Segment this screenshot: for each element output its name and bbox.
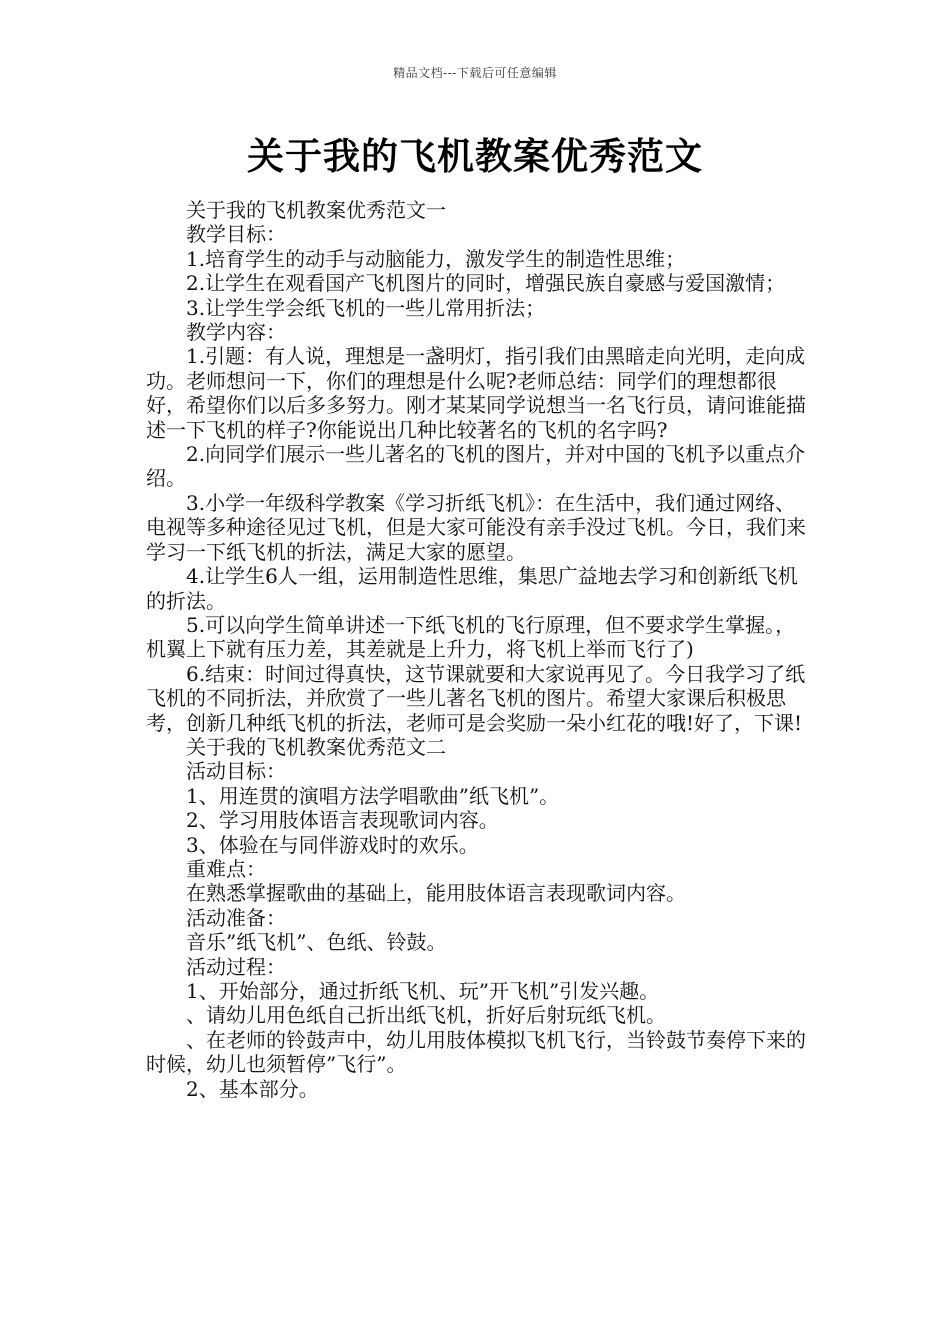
paragraph: 2.向同学们展示一些儿著名的飞机的图片，并对中国的飞机予以重点介绍。 [146, 442, 806, 491]
document-body [146, 198, 806, 1101]
list-item: 、请幼儿用色纸自己折出纸飞机，折好后射玩纸飞机。 [186, 1003, 666, 1028]
paragraph: 1.引题：有人说，理想是一盏明灯，指引我们由黑暗走向光明，走向成功。老师想问一下，你们的理想是什么呢?老师总结：同学们的理想都很好，希望你们以后多多努力。刚才某某同学说想当一名飞行员，请问谁能描述一下飞机的样子?你能说出几种比较著名的飞机的名字吗? [146, 344, 806, 442]
paragraph: 在熟悉掌握歌曲的基础上，能用肢体语言表现歌词内容。 [186, 881, 686, 906]
list-item: 1、开始部分，通过折纸飞机、玩”开飞机”引发兴趣。 [186, 979, 660, 1003]
subheading: 教学目标： [186, 222, 286, 247]
section-heading: 关于我的飞机教案优秀范文二 [186, 734, 446, 759]
paragraph: 音乐”纸飞机”、色纸、铃鼓。 [186, 930, 447, 955]
list-item: 1、用连贯的演唱方法学唱歌曲”纸飞机”。 [186, 783, 560, 808]
list-item: 3.让学生学会纸飞机的一些儿常用折法； [186, 295, 546, 320]
list-item: 2、学习用肢体语言表现歌词内容。 [186, 808, 499, 833]
paragraph: 4.让学生6人一组，运用制造性思维，集思广益地去学习和创新纸飞机的折法。 [146, 564, 798, 613]
list-item: 3、体验在与同伴游戏时的欢乐。 [186, 832, 479, 857]
document-title: 关于我的飞机教案优秀范文 [247, 135, 703, 178]
section-heading: 关于我的飞机教案优秀范文一 [186, 198, 446, 222]
list-item: 、在老师的铃鼓声中，幼儿用肢体模拟飞机飞行，当铃鼓节奏停下来的时候，幼儿也须暂停”飞行”。 [146, 1027, 806, 1077]
subheading: 教学内容： [186, 320, 286, 345]
subheading: 活动目标： [186, 759, 286, 784]
list-item: 1.培育学生的动手与动脑能力，激发学生的制造性思维； [186, 246, 686, 271]
subheading: 活动准备： [186, 905, 286, 930]
subheading: 活动过程： [186, 954, 286, 979]
header-note: 精品文档---下载后可任意编辑 [393, 66, 557, 80]
paragraph: 5.可以向学生简单讲述一下纸飞机的飞行原理，但不要求学生掌握。，机翼上下就有压力差，其差就是上升力，将飞机上举而飞行了) [146, 612, 796, 662]
list-item: 2、基本部分。 [186, 1076, 319, 1101]
subheading: 重难点： [186, 856, 266, 881]
list-item: 2.让学生在观看国产飞机图片的同时，增强民族自豪感与爱国激情； [186, 271, 786, 296]
paragraph: 3.小学一年级科学教案《学习折纸飞机》：在生活中，我们通过网络、电视等多种途径见过飞机，但是大家可能没有亲手没过飞机。今日，我们来学习一下纸飞机的折法，满足大家的愿望。 [146, 490, 806, 564]
paragraph: 6.结束：时间过得真快，这节课就要和大家说再见了。今日我学习了纸飞机的不同折法，并欣赏了一些儿著名飞机的图片。希望大家课后积极思考，创新几种纸飞机的折法，老师可是会奖励一朵小红花的哦!好了，下课! [146, 661, 806, 735]
